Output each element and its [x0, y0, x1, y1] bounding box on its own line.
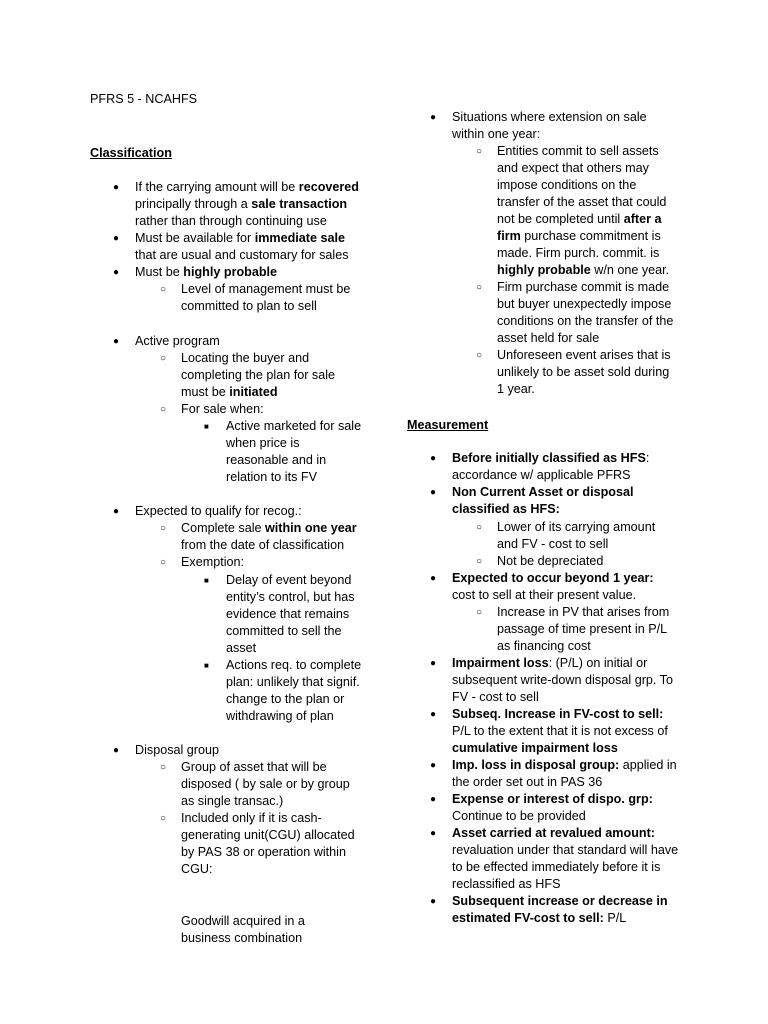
text-line [452, 706, 678, 723]
text-line [452, 842, 678, 859]
list-item [160, 350, 336, 401]
list-item [113, 742, 220, 759]
text-line [135, 230, 359, 247]
text-run: as single transac.) [181, 794, 284, 808]
text-run: Must be available for [135, 231, 255, 245]
text-line [452, 774, 678, 791]
text-line [181, 350, 335, 367]
text-line [497, 604, 669, 621]
bullet-marker: ■ [204, 576, 209, 585]
text-run: reclassified as HFS [452, 877, 561, 891]
list-item [476, 604, 670, 655]
text-run: made. Firm purch. commit. is [497, 246, 660, 260]
text-run: Impairment loss [452, 656, 549, 670]
sub-list [160, 759, 355, 878]
text-run: as financing cost [497, 639, 591, 653]
text-run: and FV - cost to sell [497, 537, 609, 551]
bullet-marker: ○ [160, 813, 167, 824]
list-item [160, 281, 351, 315]
text-run: within one year [265, 521, 357, 535]
text-line [181, 861, 355, 878]
bullet-marker: ○ [476, 607, 483, 618]
classification-heading: Classification [90, 146, 172, 160]
list-item [476, 553, 655, 570]
sub-list [160, 281, 351, 315]
measurement-list-a [430, 450, 650, 518]
text-line [135, 213, 359, 230]
text-line [181, 930, 305, 947]
text-run: Before initially classified as HFS [452, 451, 646, 465]
bullet-marker: ○ [476, 556, 483, 567]
text-run: not be completed until [497, 212, 624, 226]
text-run: entity’s control, but has [226, 590, 355, 604]
bullet-marker: ○ [476, 146, 483, 157]
text-line [497, 279, 673, 296]
list-item [430, 570, 654, 604]
text-run: Level of management must be [181, 282, 351, 296]
text-line [181, 537, 357, 554]
text-run: Disposal group [135, 743, 220, 757]
bullet-marker: ● [430, 828, 437, 839]
bullet-marker: ● [430, 896, 437, 907]
text-line [226, 606, 361, 623]
text-run: asset held for sale [497, 331, 600, 345]
text-run: withdrawing of plan [226, 709, 334, 723]
text-line [452, 467, 649, 484]
text-run: change to the plan or [226, 692, 345, 706]
text-run: Actions req. to complete [226, 658, 362, 672]
text-run: Not be depreciated [497, 554, 604, 568]
text-line [497, 381, 673, 398]
text-run: Firm purchase commit is made [497, 280, 670, 294]
text-line [181, 759, 355, 776]
bullet-marker: ● [430, 112, 437, 123]
bullet-marker: ● [430, 760, 437, 771]
text-line [135, 179, 359, 196]
sub-list [476, 519, 656, 570]
text-line [452, 740, 678, 757]
list-item [113, 264, 359, 281]
active-program-list [113, 333, 220, 350]
text-run: cumulative impairment loss [452, 741, 618, 755]
text-run: unlikely to be asset sold during [497, 365, 670, 379]
list-item [430, 893, 678, 927]
text-run: generating unit(CGU) allocated [181, 828, 355, 842]
text-line [497, 621, 669, 638]
text-run: the order set out in PAS 36 [452, 775, 603, 789]
text-line [452, 723, 678, 740]
text-run: Expected to qualify for recog.: [135, 504, 302, 518]
text-line [226, 435, 361, 452]
sub-list-continuation [181, 879, 305, 981]
text-line [181, 554, 357, 571]
bullet-marker: ○ [160, 762, 167, 773]
document-title: PFRS 5 - NCAHFS [90, 92, 198, 106]
bullet-marker: ○ [160, 404, 167, 415]
text-run: plan: unlikely that signif. [226, 675, 360, 689]
text-line [452, 587, 654, 604]
text-line [226, 452, 361, 469]
list-item [476, 279, 674, 347]
text-run: completing the plan for sale [181, 368, 336, 382]
text-line [497, 194, 673, 211]
sub-list [160, 520, 357, 571]
list-item [204, 418, 362, 486]
text-line [497, 364, 673, 381]
bullet-marker: ● [113, 233, 120, 244]
text-run: Included only if it is cash- [181, 811, 322, 825]
text-line [226, 691, 361, 708]
text-line [497, 536, 655, 553]
text-line [181, 384, 335, 401]
text-run: accordance w/ applicable PFRS [452, 468, 631, 482]
text-run: Expense or interest of dispo. grp: [452, 792, 653, 806]
text-line [181, 776, 355, 793]
bullet-marker: ● [430, 658, 437, 669]
text-run: when price is [226, 436, 300, 450]
text-line [452, 655, 678, 672]
text-line [452, 570, 654, 587]
text-run: to be effected immediately before it is [452, 860, 661, 874]
text-run: Exemption: [181, 555, 244, 569]
text-run: conditions on the transfer of the [497, 314, 674, 328]
text-line [181, 793, 355, 810]
bullet-marker: ○ [476, 522, 483, 533]
text-line [497, 228, 673, 245]
text-line [181, 281, 350, 298]
list-item [160, 810, 355, 878]
list-item [204, 572, 361, 657]
text-run: purchase commitment is [520, 229, 661, 243]
list-item [476, 143, 673, 279]
text-line [497, 519, 655, 536]
text-line [181, 844, 355, 861]
text-run: principally through a [135, 197, 252, 211]
text-line [452, 876, 678, 893]
text-run: applied in [619, 758, 677, 772]
text-line [497, 347, 673, 364]
text-run: Subseq. Increase in FV-cost to sell: [452, 707, 664, 721]
text-run: and expect that others may [497, 161, 649, 175]
text-run: Subsequent increase or decrease in [452, 894, 668, 908]
list-item [160, 554, 357, 571]
text-run: that are usual and customary for sales [135, 248, 349, 262]
list-item [113, 230, 359, 264]
text-run: cost to sell at their present value. [452, 588, 637, 602]
extension-list [430, 109, 647, 143]
text-line [226, 708, 361, 725]
text-run: impose conditions on the [497, 178, 637, 192]
text-run: relation to its FV [226, 470, 317, 484]
text-line [497, 245, 673, 262]
text-line [181, 913, 305, 930]
text-line [181, 810, 355, 827]
text-run: Group of asset that will be [181, 760, 327, 774]
bullet-marker: ● [113, 506, 120, 517]
text-line [181, 298, 350, 315]
text-run: highly probable [497, 263, 591, 277]
bullet-marker: ● [430, 573, 437, 584]
text-run: revaluation under that standard will have [452, 843, 679, 857]
bullet-marker: ● [113, 336, 120, 347]
text-line [226, 469, 361, 486]
text-line [226, 674, 361, 691]
text-line [181, 367, 335, 384]
bullet-marker: ○ [160, 523, 167, 534]
text-line [452, 825, 678, 842]
text-run: subsequent write-down disposal grp. To [452, 673, 673, 687]
text-run: Complete sale [181, 521, 265, 535]
text-run: P/L to the extent that it is not excess of [452, 724, 668, 738]
list-item [476, 519, 656, 553]
recog-list [113, 503, 302, 520]
text-line [497, 211, 673, 228]
text-run: Active marketed for sale [226, 419, 362, 433]
list-item [430, 757, 678, 791]
text-run: within one year: [452, 127, 541, 141]
text-run: w/n one year. [590, 263, 670, 277]
text-line [452, 808, 678, 825]
text-line [181, 401, 335, 418]
list-item [430, 706, 678, 757]
text-line [226, 657, 361, 674]
list-item [113, 333, 220, 350]
list-item [430, 450, 650, 484]
text-line [135, 247, 359, 264]
text-run: For sale when: [181, 402, 264, 416]
sub-list [476, 143, 674, 398]
text-run: evidence that remains [226, 607, 350, 621]
text-run: but buyer unexpectedly impose [497, 297, 672, 311]
measurement-list-c [430, 655, 679, 927]
text-run: highly probable [183, 265, 278, 279]
list-item [113, 179, 360, 230]
list-item [160, 401, 335, 418]
classification-list [113, 179, 360, 281]
text-line [452, 910, 678, 927]
bullet-marker: ● [113, 745, 120, 756]
bullet-marker: ● [430, 794, 437, 805]
text-run: firm [497, 229, 521, 243]
list-item [181, 913, 305, 947]
bullet-marker: ● [430, 709, 437, 720]
text-run: Non Current Asset or disposal [452, 485, 634, 499]
text-line [497, 553, 655, 570]
text-run: Imp. loss in disposal group: [452, 758, 620, 772]
text-run: Unforeseen event arises that is [497, 348, 671, 362]
text-line [452, 501, 649, 518]
bullet-marker: ○ [160, 284, 167, 295]
text-line [135, 503, 302, 520]
text-run: If the carrying amount will be [135, 180, 299, 194]
text-line [497, 313, 673, 330]
text-line [226, 640, 361, 657]
text-run: FV - cost to sell [452, 690, 539, 704]
text-run: Entities commit to sell assets [497, 144, 659, 158]
text-run: business combination [181, 931, 303, 945]
text-run: Asset carried at revalued amount: [452, 826, 655, 840]
list-item [476, 347, 673, 398]
text-line [181, 520, 357, 537]
text-run: immediate sale [254, 231, 346, 245]
sub-sub-list [204, 572, 362, 725]
bullet-marker: ● [430, 487, 437, 498]
text-run: estimated FV-cost to sell: [452, 911, 608, 925]
sub-list [160, 350, 336, 418]
text-run: Active program [135, 334, 220, 348]
text-line [452, 484, 649, 501]
text-run: must be [181, 385, 230, 399]
list-item [430, 655, 678, 706]
list-item [204, 657, 362, 725]
text-line [452, 689, 678, 706]
list-item [430, 109, 647, 143]
list-item [160, 759, 355, 810]
sub-sub-list [204, 418, 362, 486]
text-run: disposed ( by sale or by group [181, 777, 350, 791]
text-run: from the date of classification [181, 538, 345, 552]
text-line [452, 791, 678, 808]
text-run: recovered [298, 180, 360, 194]
list-item [430, 484, 649, 518]
bullet-marker: ○ [160, 353, 167, 364]
text-run: Situations where extension on sale [452, 110, 647, 124]
text-run: Delay of event beyond [226, 573, 352, 587]
text-run: Goodwill acquired in a [181, 914, 305, 928]
text-line [181, 827, 355, 844]
measurement-list-b [430, 570, 654, 604]
text-run: Must be [135, 265, 184, 279]
bullet-marker: ■ [204, 661, 209, 670]
text-line [135, 333, 220, 350]
bullet-marker: ○ [476, 350, 483, 361]
text-run: by PAS 38 or operation within [181, 845, 346, 859]
disposal-group-list [113, 742, 220, 759]
measurement-heading: Measurement [407, 418, 489, 432]
list-item [113, 503, 302, 520]
text-run: reasonable and in [226, 453, 327, 467]
text-run: sale transaction [251, 197, 348, 211]
text-run: rather than through continuing use [135, 214, 327, 228]
text-line [497, 330, 673, 347]
text-run: committed to sell the [226, 624, 342, 638]
text-run: Continue to be provided [452, 809, 586, 823]
text-run: 1 year. [497, 382, 535, 396]
text-line [226, 418, 361, 435]
text-run: asset [226, 641, 257, 655]
text-run: classified as HFS: [452, 502, 560, 516]
text-line [135, 742, 219, 759]
text-line [452, 757, 678, 774]
text-run: initiated [229, 385, 278, 399]
text-run: after a [623, 212, 662, 226]
text-line [452, 450, 649, 467]
bullet-marker: ○ [476, 282, 483, 293]
text-run: Locating the buyer and [181, 351, 310, 365]
bullet-marker: ● [113, 267, 120, 278]
text-line [226, 572, 361, 589]
text-run: Increase in PV that arises from [497, 605, 670, 619]
text-run: : (P/L) on initial or [548, 656, 648, 670]
text-line [497, 296, 673, 313]
text-line [226, 589, 361, 606]
text-run: Expected to occur beyond 1 year: [452, 571, 654, 585]
bullet-marker: ■ [204, 422, 209, 431]
sub-list [476, 604, 670, 655]
list-item [160, 520, 357, 554]
text-line [497, 177, 673, 194]
text-run: passage of time present in P/L [497, 622, 668, 636]
text-run: P/L [607, 911, 627, 925]
text-line [452, 126, 647, 143]
text-line [497, 262, 673, 279]
text-line [497, 160, 673, 177]
text-run: committed to plan to sell [181, 299, 317, 313]
text-line [135, 264, 359, 281]
text-line [497, 143, 673, 160]
text-line [226, 623, 361, 640]
bullet-marker: ● [113, 182, 120, 193]
text-line [135, 196, 359, 213]
text-run: CGU: [181, 862, 213, 876]
text-run: Lower of its carrying amount [497, 520, 656, 534]
text-run: : [645, 451, 650, 465]
text-line [497, 638, 669, 655]
list-item [430, 825, 679, 893]
list-item [430, 791, 678, 825]
text-line [452, 893, 678, 910]
bullet-marker: ● [430, 453, 437, 464]
text-line [452, 109, 647, 126]
text-line [452, 859, 678, 876]
text-run: transfer of the asset that could [497, 195, 667, 209]
text-line [452, 672, 678, 689]
bullet-marker: ○ [160, 557, 167, 568]
